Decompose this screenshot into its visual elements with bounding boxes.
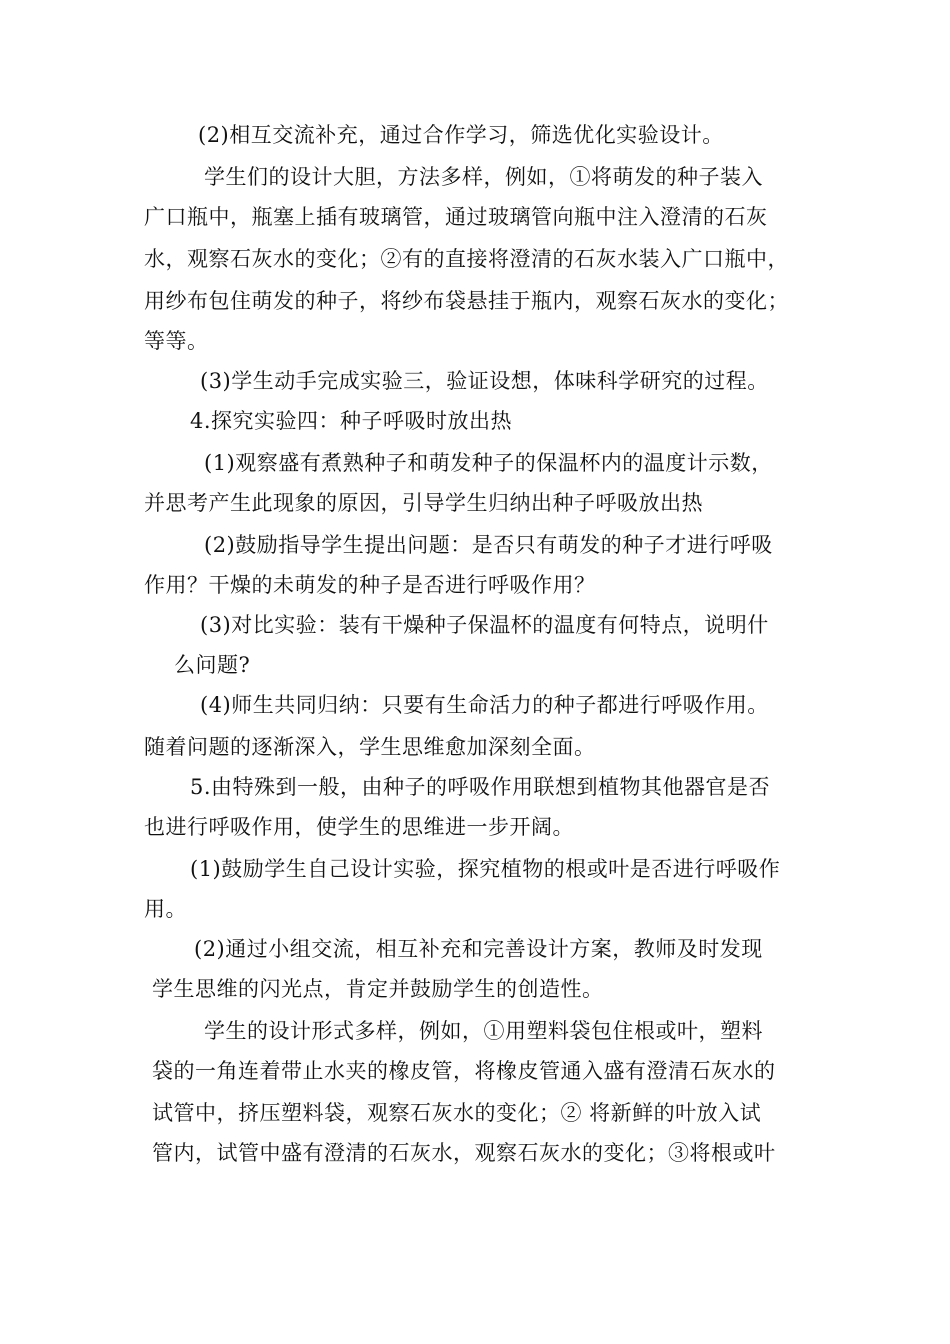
text-line: 学生思维的闪光点，肯定并鼓励学生的创造性。 bbox=[152, 977, 604, 1001]
text-line: 也进行呼吸作用，使学生的思维进一步开阔。 bbox=[144, 815, 574, 839]
text-line: 广口瓶中，瓶塞上插有玻璃管，通过玻璃管向瓶中注入澄清的石灰 bbox=[144, 205, 768, 229]
text-line: 用纱布包住萌发的种子，将纱布袋悬挂于瓶内，观察石灰水的变化； bbox=[144, 289, 789, 313]
text-line: 并思考产生此现象的原因，引导学生归纳出种子呼吸放出热 bbox=[144, 491, 703, 515]
text-line: 么问题? bbox=[174, 653, 251, 677]
text-line: 学生的设计形式多样，例如，①用塑料袋包住根或叶，塑料 bbox=[204, 1019, 763, 1043]
text-line: 5.由特殊到一般，由种子的呼吸作用联想到植物其他器官是否 bbox=[190, 775, 771, 799]
text-line: (3)对比实验：装有干燥种子保温杯的温度有何特点，说明什 bbox=[200, 613, 769, 637]
text-line: 试管中，挤压塑料袋，观察石灰水的变化；② 将新鲜的叶放入试 bbox=[152, 1101, 762, 1125]
text-line: (2)相互交流补充，通过合作学习，筛选优化实验设计。 bbox=[198, 123, 724, 147]
text-line: (4)师生共同归纳：只要有生命活力的种子都进行呼吸作用。 bbox=[200, 693, 769, 717]
text-line: (2)通过小组交流，相互补充和完善设计方案，教师及时发现 bbox=[194, 937, 763, 961]
text-line: (2)鼓励指导学生提出问题：是否只有萌发的种子才进行呼吸 bbox=[204, 533, 773, 557]
text-line: 用。 bbox=[144, 897, 187, 921]
text-line: 水，观察石灰水的变化；②有的直接将澄清的石灰水装入广口瓶中， bbox=[144, 247, 789, 271]
text-line: 4.探究实验四：种子呼吸时放出热 bbox=[190, 409, 513, 433]
text-line: 管内，试管中盛有澄清的石灰水，观察石灰水的变化；③将根或叶 bbox=[152, 1141, 776, 1165]
text-line: 学生们的设计大胆，方法多样，例如，①将萌发的种子装入 bbox=[204, 165, 763, 189]
text-line: 作用？干燥的未萌发的种子是否进行呼吸作用？ bbox=[144, 573, 596, 597]
text-line: (1)鼓励学生自己设计实验，探究植物的根或叶是否进行呼吸作 bbox=[190, 857, 781, 881]
text-line: 袋的一角连着带止水夹的橡皮管，将橡皮管通入盛有澄清石灰水的 bbox=[152, 1059, 776, 1083]
text-line: 等等。 bbox=[144, 329, 209, 353]
text-line: (3)学生动手完成实验三，验证设想，体味科学研究的过程。 bbox=[200, 369, 769, 393]
text-line: (1)观察盛有煮熟种子和萌发种子的保温杯内的温度计示数， bbox=[204, 451, 773, 475]
text-line: 随着问题的逐渐深入，学生思维愈加深刻全面。 bbox=[144, 735, 596, 759]
